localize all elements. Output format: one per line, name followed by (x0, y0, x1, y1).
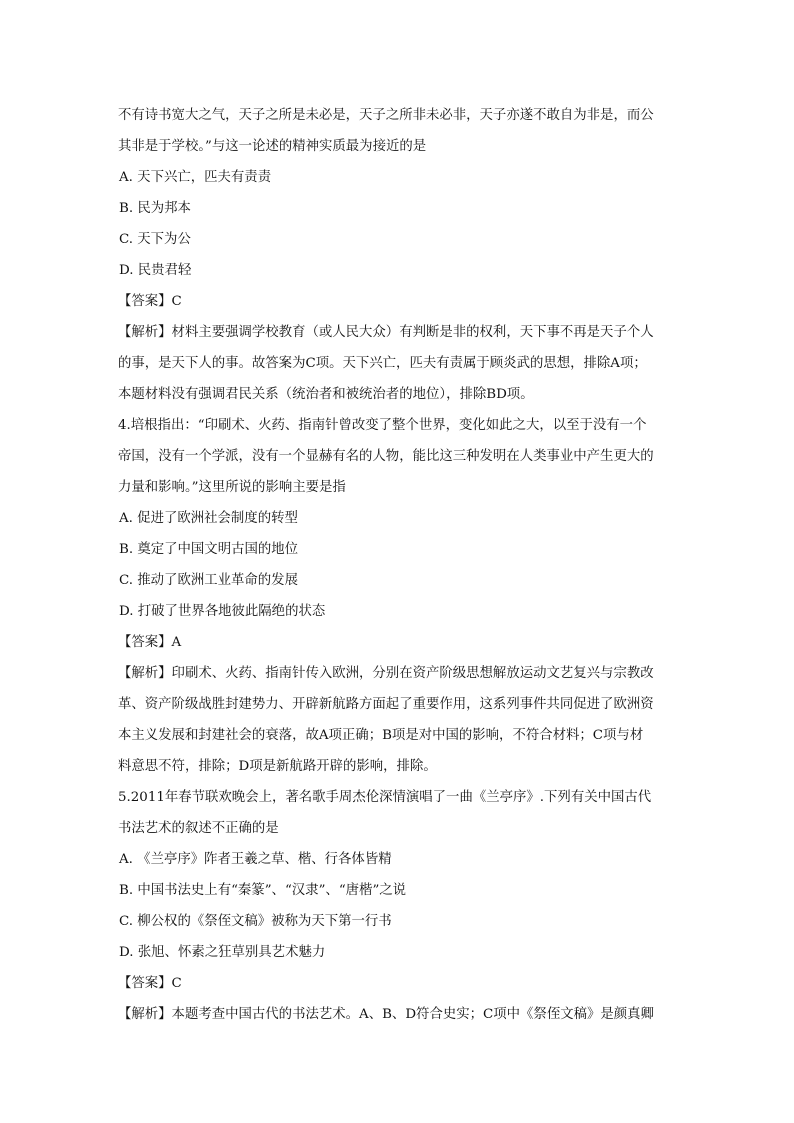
question-3-stem-line-2: 其非是于学校。”与这一论述的精神实质最为接近的是 (118, 139, 427, 154)
question-4-analysis-line-1: 【解析】印刷术、火药、指南针传入欧洲，分别在资产阶级思想解放运动文艺复兴与宗教改 (118, 666, 654, 681)
question-4-stem-line-2: 帝国，没有一个学派，没有一个显赫有名的人物，能比这三种发明在人类事业中产生更大的 (118, 449, 654, 464)
question-4-analysis-line-2: 革、资产阶级战胜封建势力、开辟新航路方面起了重要作用，这系列事件共同促进了欧洲资 (118, 697, 654, 712)
question-3-option-d: D. 民贵君轻 (119, 263, 192, 278)
question-3-analysis-line-3: 本题材料没有强调君民关系（统治者和被统治者的地位），排除BD项。 (118, 387, 534, 402)
question-5-analysis-line-1: 【解析】本题考查中国古代的书法艺术。A、B、D符合史实；C项中《祭侄文稿》是颜真卿 (118, 1007, 654, 1022)
question-3-option-c: C. 天下为公 (119, 232, 191, 247)
document-body (118, 100, 678, 1030)
question-5-stem-line-2: 书法艺术的叙述不正确的是 (118, 821, 279, 836)
question-3-option-b: B. 民为邦本 (119, 201, 191, 216)
question-3-analysis-line-1: 【解析】材料主要强调学校教育（或人民大众）有判断是非的权利，天下事不再是天子个人 (118, 325, 654, 340)
question-3-answer: 【答案】C (118, 294, 182, 309)
question-4-analysis-line-4: 料意思不符，排除；D项是新航路开辟的影响，排除。 (118, 759, 437, 774)
question-3-analysis-line-2: 的事，是天下人的事。故答案为C项。天下兴亡，匹夫有责属于顾炎武的思想，排除A项； (118, 356, 647, 371)
question-4-answer: 【答案】A (118, 635, 182, 650)
question-4-stem-line-1: 4.培根指出：“印刷术、火药、指南针曾改变了整个世界，变化如此之大，以至于没有一个 (118, 418, 647, 433)
question-5-option-c: C. 柳公权的《祭侄文稿》被称为天下第一行书 (119, 914, 392, 929)
question-3-stem-line-1: 不有诗书宽大之气，天子之所是未必是，天子之所非未必非，天子亦遂不敢自为非是，而公 (118, 108, 654, 123)
question-5-answer: 【答案】C (118, 976, 182, 991)
question-4-stem-line-3: 力量和影响。”这里所说的影响主要是指 (118, 480, 346, 495)
question-3-option-a: A. 天下兴亡，匹夫有责责 (119, 170, 272, 185)
question-4-analysis-line-3: 本主义发展和封建社会的衰落，故A项正确；B项是对中国的影响，不符合材料；C项与材 (118, 728, 644, 743)
question-4-option-b: B. 奠定了中国文明古国的地位 (119, 542, 299, 557)
question-4-option-d: D. 打破了世界各地彼此隔绝的状态 (119, 604, 326, 619)
question-4-option-c: C. 推动了欧洲工业革命的发展 (119, 573, 298, 588)
question-5-option-d: D. 张旭、怀素之狂草别具艺术魅力 (119, 945, 326, 960)
question-5-stem-line-1: 5.2011年春节联欢晚会上，著名歌手周杰伦深情演唱了一曲《兰亭序》.下列有关中国古代 (118, 790, 652, 805)
question-5-option-a: A. 《兰亭序》阼者王羲之草、楷、行各体皆精 (119, 852, 392, 867)
question-4-option-a: A. 促进了欧洲社会制度的转型 (119, 511, 298, 526)
question-5-option-b: B. 中国书法史上有“秦篆”、“汉隶”、“唐楷”之说 (119, 883, 407, 898)
